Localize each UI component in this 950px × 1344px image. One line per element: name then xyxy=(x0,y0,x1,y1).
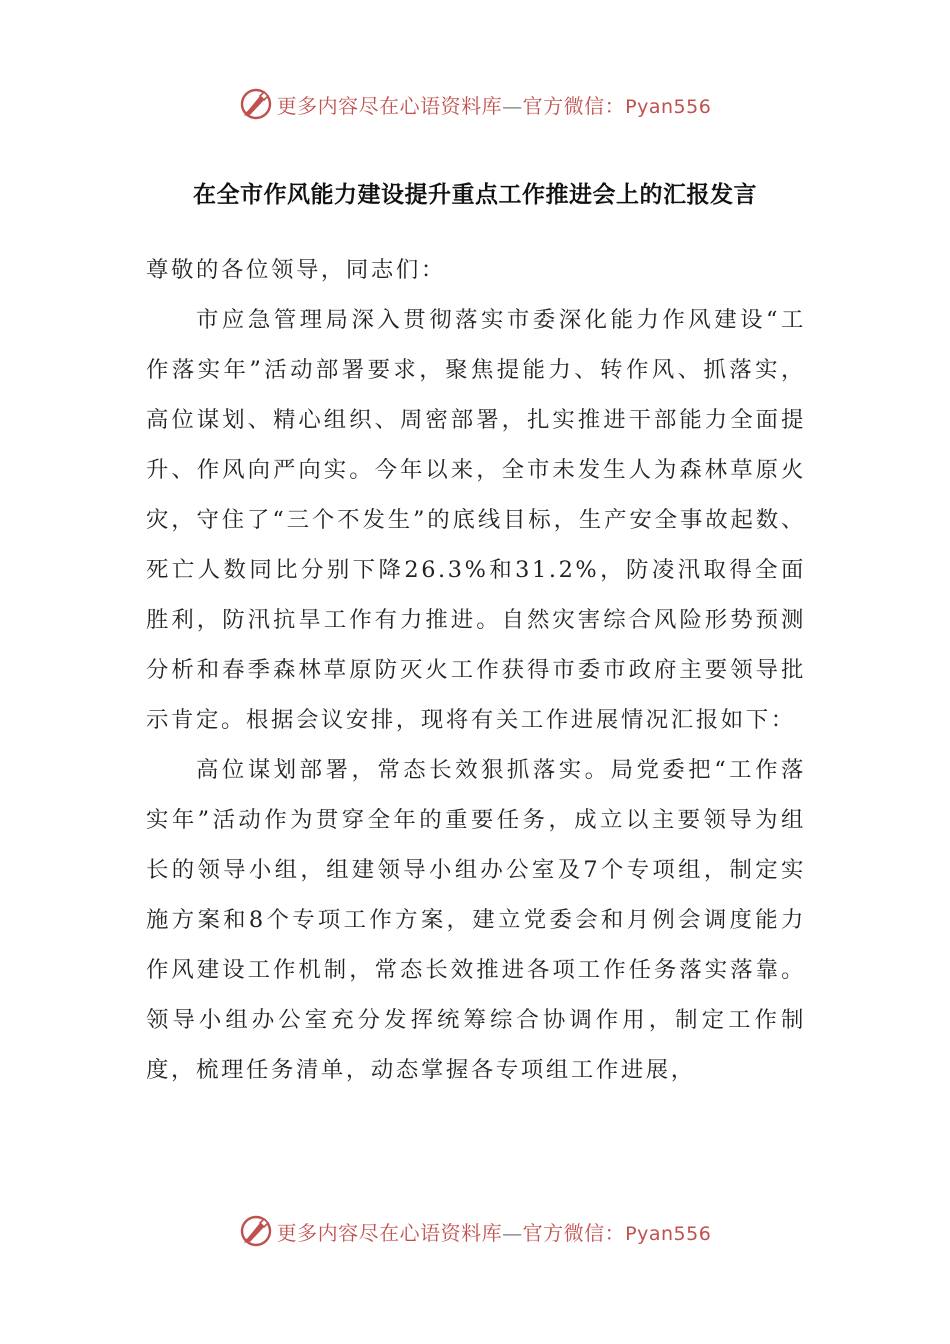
footer-banner-slogan: 更多内容尽在心语资料库 xyxy=(276,1220,503,1245)
document-body xyxy=(146,245,806,1095)
header-banner-text xyxy=(277,90,712,119)
header-banner-wechat-id: Pyan556 xyxy=(625,95,712,118)
pen-nib-logo-icon xyxy=(239,1214,273,1248)
footer-banner-separator: — xyxy=(502,1220,523,1245)
footer-banner-wechat-label: 官方微信： xyxy=(522,1220,626,1245)
header-banner-separator: — xyxy=(502,93,523,118)
header-banner xyxy=(0,84,950,124)
pen-nib-logo-icon xyxy=(239,87,273,121)
paragraph-2: 高位谋划部署，常态长效狠抓落实。局党委把“工作落实年”活动作为贯穿全年的重要任务，成立以主要领导为组长的领导小组，组建领导小组办公室及7个专项组，制定实施方案和8个专项工作方案，建立党委会和月例会调度能力作风建设工作机制，常态长效推进各项工作任务落实落靠。领导小组办公室充分发挥统筹综合协调作用，制定工作制度，梳理任务清单，动态掌握各专项组工作进展， xyxy=(146,757,806,1083)
footer-banner-wechat-id: Pyan556 xyxy=(625,1222,712,1245)
header-banner-slogan: 更多内容尽在心语资料库 xyxy=(276,93,503,118)
document-title: 在全市作风能力建设提升重点工作推进会上的汇报发言 xyxy=(193,182,757,208)
footer-banner-text xyxy=(277,1217,712,1246)
footer-banner xyxy=(0,1211,950,1251)
salutation: 尊敬的各位领导，同志们： xyxy=(146,257,446,283)
paragraph-1: 市应急管理局深入贯彻落实市委深化能力作风建设“工作落实年”活动部署要求，聚焦提能力、转作风、抓落实，高位谋划、精心组织、周密部署，扎实推进干部能力全面提升、作风向严向实。今年以来，全市未发生人为森林草原火灾，守住了“三个不发生”的底线目标，生产安全事故起数、死亡人数同比分别下降26.3%和31.2%，防凌汛取得全面胜利，防汛抗旱工作有力推进。自然灾害综合风险形势预测分析和春季森林草原防灭火工作获得市委市政府主要领导批示肯定。根据会议安排，现将有关工作进展情况汇报如下： xyxy=(146,307,806,733)
header-banner-wechat-label: 官方微信： xyxy=(522,93,626,118)
